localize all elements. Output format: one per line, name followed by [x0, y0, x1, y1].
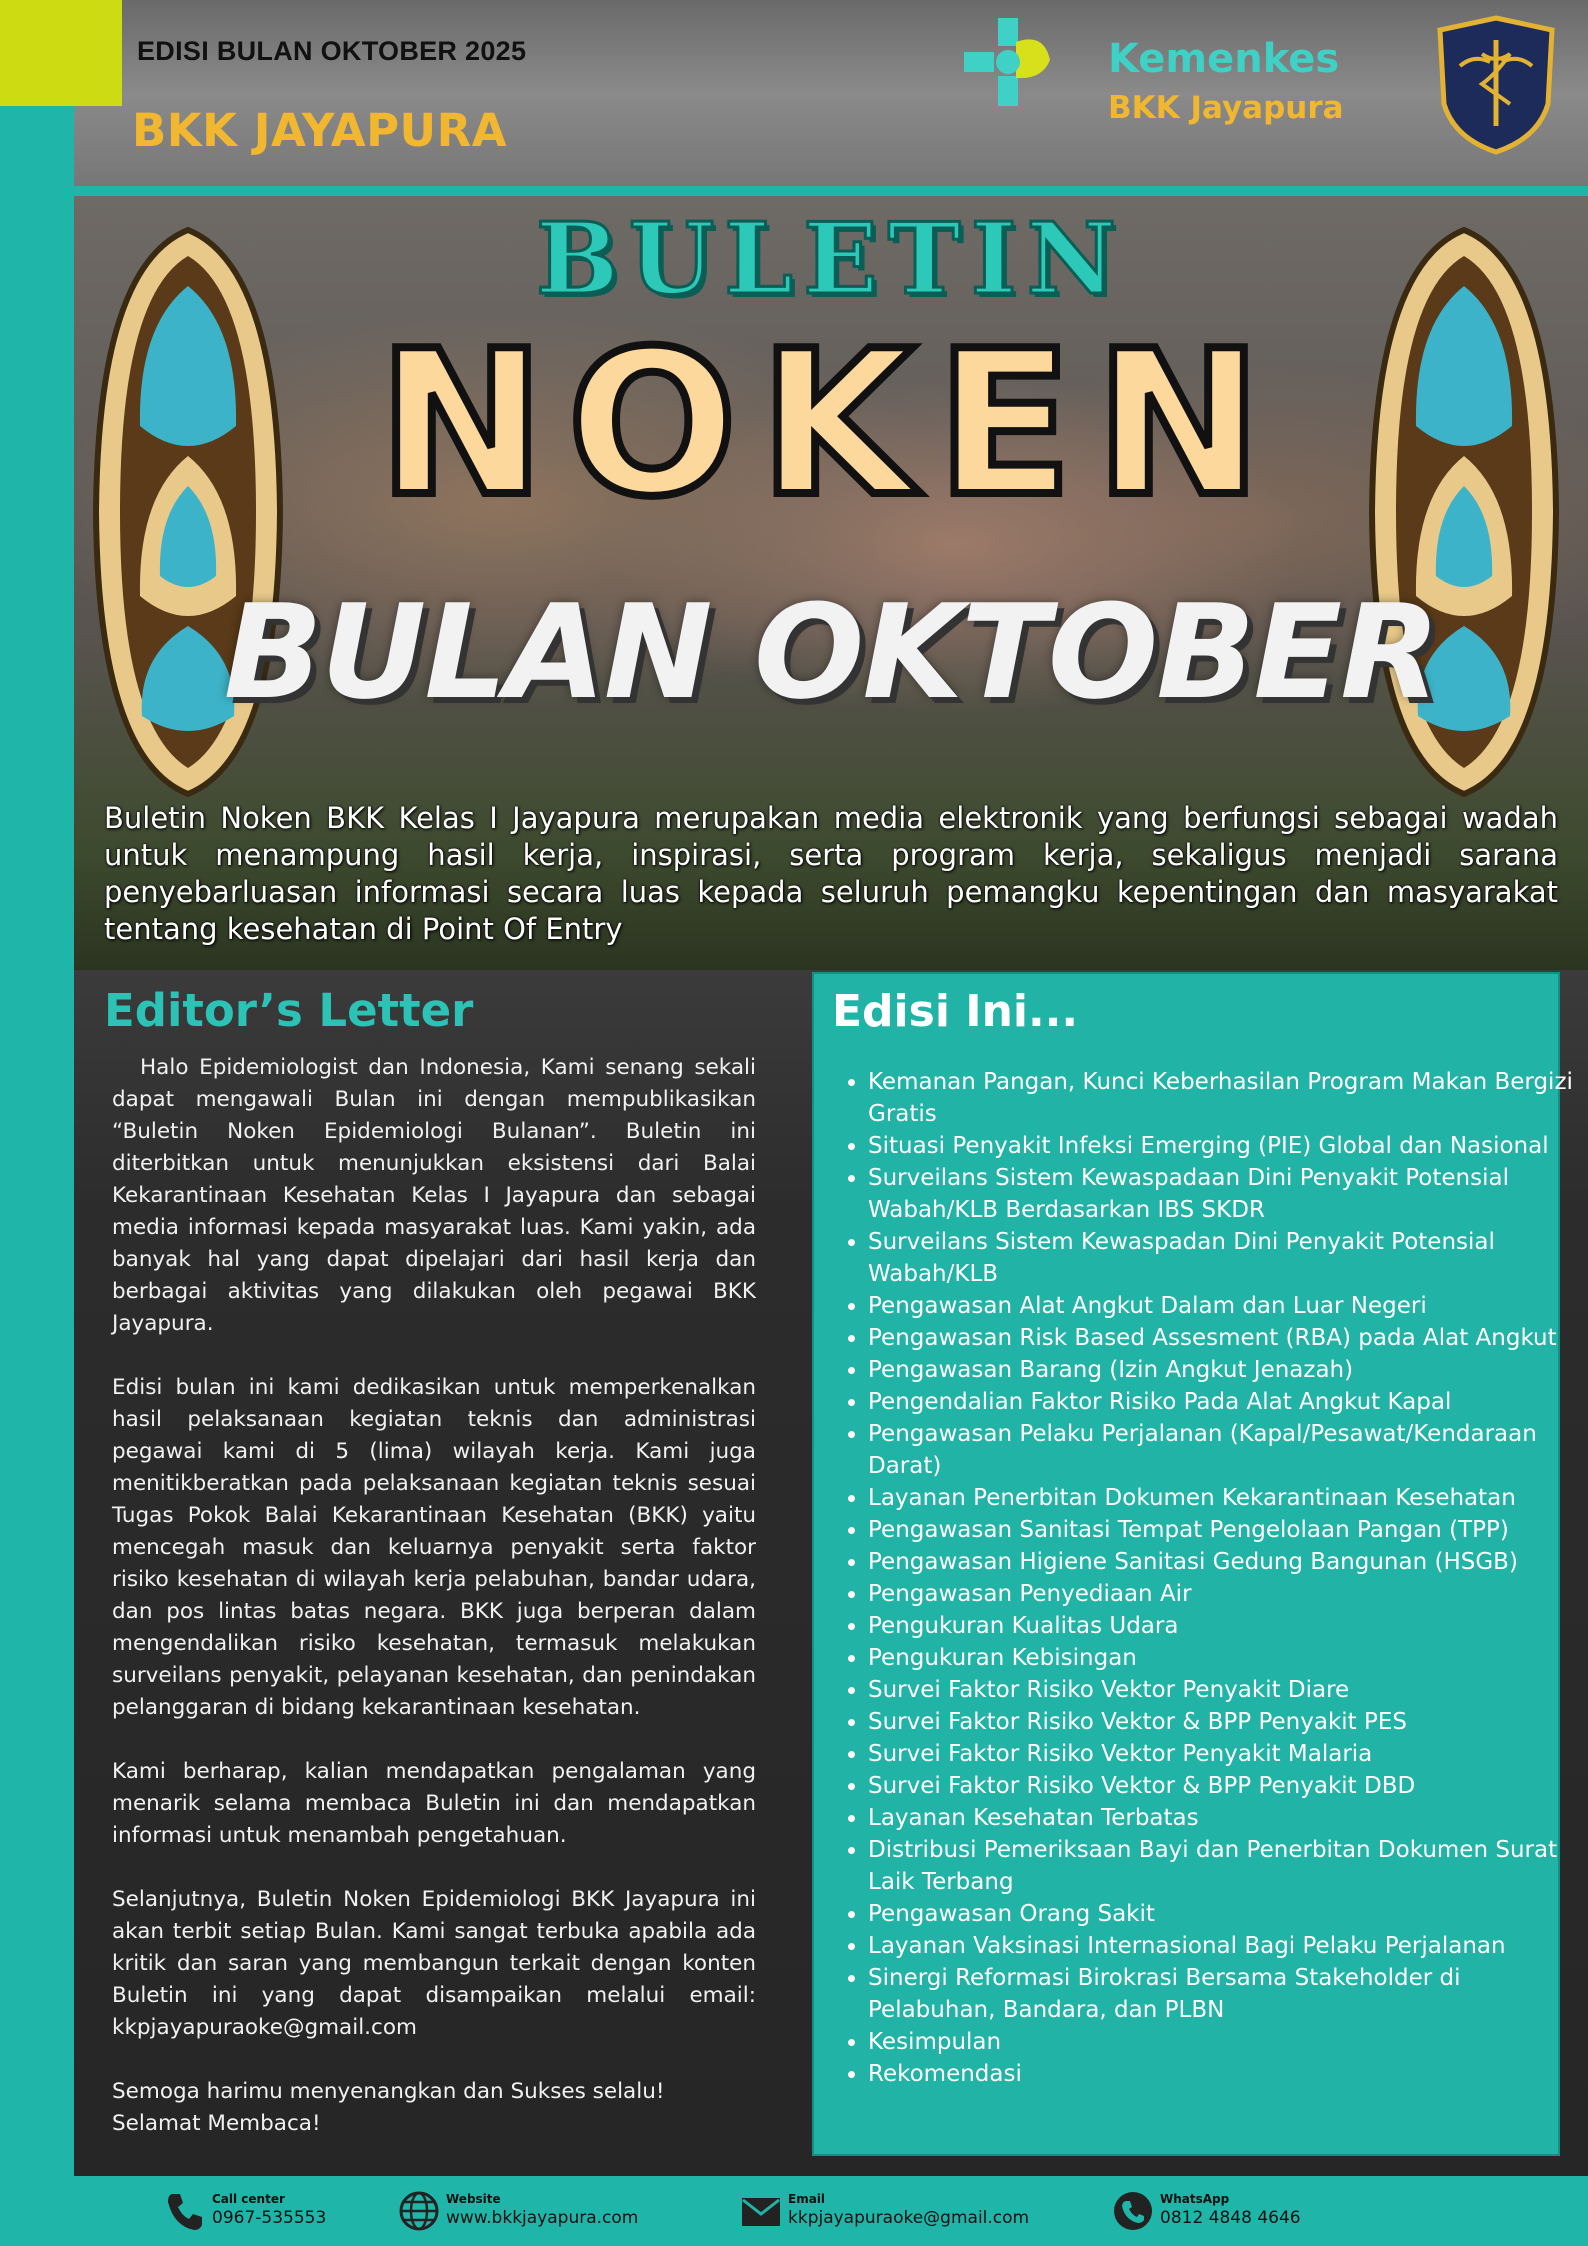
call-center-label: Call center	[212, 2192, 285, 2206]
brand-subtitle: BKK Jayapura	[1108, 90, 1344, 126]
whatsapp-number[interactable]: 0812 4848 4646	[1160, 2208, 1301, 2228]
editor-paragraph: Kami berharap, kalian mendapatkan pengalaman yang menarik selama membaca Buletin ini dan mendapatkan informasi untuk menambah pengetahuan.	[112, 1759, 756, 1848]
editor-closing	[112, 2076, 756, 2140]
contents-list-item: • Pengawasan Alat Angkut Dalam dan Luar Negeri	[868, 1290, 1574, 1322]
whatsapp-label: WhatsApp	[1160, 2192, 1230, 2206]
header-band	[74, 0, 1588, 186]
contents-list-item: • Pengukuran Kualitas Udara	[868, 1610, 1574, 1642]
globe-icon	[398, 2190, 440, 2232]
contents-list-item: • Kesimpulan	[868, 2026, 1574, 2058]
contents-list-item: • Pengawasan Penyediaan Air	[868, 1578, 1574, 1610]
month-title: BULAN OKTOBER	[223, 576, 1439, 728]
kemenkes-logo-icon	[958, 12, 1058, 112]
closing-line: Semoga harimu menyenangkan dan Sukses selalu!	[112, 2079, 665, 2104]
contents-heading: Edisi Ini...	[832, 986, 1079, 1037]
contents-list	[832, 1066, 1574, 2090]
corner-accent	[0, 0, 122, 106]
contents-list-item: • Pengendalian Faktor Risiko Pada Alat Angkut Kapal	[868, 1386, 1574, 1418]
contact-footer	[0, 2176, 1588, 2246]
editor-letter-body	[112, 1052, 756, 2140]
contents-list-item: • Survei Faktor Risiko Vektor & BPP Penyakit PES	[868, 1706, 1574, 1738]
contents-list-item: • Layanan Kesehatan Terbatas	[868, 1802, 1574, 1834]
editor-paragraph: Selanjutnya, Buletin Noken Epidemiologi BKK Jayapura ini akan terbit setiap Bulan. Kami sangat terbuka apabila ada kritik dan saran yang membangun terkait dengan konten Buletin ini yang dapat disampaikan melalui email: kkpjayapuraoke@gmail.com	[112, 1887, 756, 2040]
whatsapp-icon	[1112, 2190, 1154, 2232]
phone-icon	[164, 2190, 206, 2232]
contents-list-item: • Situasi Penyakit Infeksi Emerging (PIE) Global dan Nasional	[868, 1130, 1574, 1162]
website-url[interactable]: www.bkkjayapura.com	[446, 2208, 639, 2228]
contents-list-item: • Layanan Vaksinasi Internasional Bagi Pelaku Perjalanan	[868, 1930, 1574, 1962]
noken-title: NOKEN	[377, 308, 1285, 541]
email-address[interactable]: kkpjayapuraoke@gmail.com	[788, 2208, 1030, 2228]
contents-list-item: • Pengawasan Sanitasi Tempat Pengelolaan Pangan (TPP)	[868, 1514, 1574, 1546]
editor-paragraph: Edisi bulan ini kami dedikasikan untuk memperkenalkan hasil pelaksanaan kegiatan teknis dan administrasi pegawai kami di 5 (lima) wilayah kerja. Kami juga menitikberatkan pada pelaksanaan kegiatan teknis sesuai Tugas Pokok Balai Kekarantinaan Kesehatan (BKK) yaitu mencegah masuk dan keluarnya penyakit serta faktor risiko kesehatan di wilayah kerja pelabuhan, bandar udara, dan pos lintas batas negara. BKK juga berperan dalam mengendalikan risiko kesehatan, termasuk melakukan surveilans penyakit, pelayanan kesehatan, dan penindakan pelanggaran di bidang kekarantinaan kesehatan.	[112, 1375, 756, 1720]
teal-divider	[74, 186, 1588, 196]
closing-line: Selamat Membaca!	[112, 2111, 321, 2136]
website-label: Website	[446, 2192, 501, 2206]
contents-list-item: • Rekomendasi	[868, 2058, 1574, 2090]
main-content	[74, 970, 1588, 2176]
contents-list-item: • Survei Faktor Risiko Vektor Penyakit Diare	[868, 1674, 1574, 1706]
email-label: Email	[788, 2192, 826, 2206]
bulletin-description: Buletin Noken BKK Kelas I Jayapura merupakan media elektronik yang berfungsi sebagai wadah untuk menampung hasil kerja, inspirasi, serta program kerja, sekaligus menjadi sarana penyebarluasan informasi secara luas kepada seluruh pemangku kepentingan dan masyarakat tentang kesehatan di Point Of Entry	[104, 801, 1558, 946]
contents-panel	[812, 972, 1573, 2156]
buletin-title: BULETIN	[535, 202, 1127, 317]
contents-list-item: • Pengawasan Pelaku Perjalanan (Kapal/Pesawat/Kendaraan Darat)	[868, 1418, 1574, 1482]
edition-label: EDISI BULAN OKTOBER 2025	[137, 36, 527, 66]
contents-list-item: • Surveilans Sistem Kewaspadan Dini Penyakit Potensial Wabah/KLB	[868, 1226, 1574, 1290]
contents-list-item: • Survei Faktor Risiko Vektor & BPP Penyakit DBD	[868, 1770, 1574, 1802]
editor-letter-heading: Editor’s Letter	[104, 984, 474, 1037]
brand-name: Kemenkes	[1108, 36, 1340, 82]
contents-list-item: • Pengawasan Barang (Izin Angkut Jenazah)	[868, 1354, 1574, 1386]
office-title: BKK JAYAPURA	[132, 104, 508, 157]
contents-list-item: • Pengukuran Kebisingan	[868, 1642, 1574, 1674]
hero-banner	[74, 196, 1588, 970]
contents-list-item: • Pengawasan Orang Sakit	[868, 1898, 1574, 1930]
contents-list-item: • Layanan Penerbitan Dokumen Kekarantinaan Kesehatan	[868, 1482, 1574, 1514]
contents-list-item: • Sinergi Reformasi Birokrasi Bersama Stakeholder di Pelabuhan, Bandara, dan PLBN	[868, 1962, 1574, 2026]
karantina-emblem-icon	[1434, 14, 1558, 156]
editor-paragraph: Halo Epidemiologist dan Indonesia, Kami senang sekali dapat mengawali Bulan ini dengan mempublikasikan “Buletin Noken Epidemiologi Bulanan”. Buletin ini diterbitkan untuk menunjukkan eksistensi dari Balai Kekarantinaan Kesehatan Kelas I Jayapura dan sebagai media informasi kepada masyarakat luas. Kami yakin, ada banyak hal yang dapat dipelajari dari hasil kerja dan berbagai aktivitas yang dilakukan oleh pegawai BKK Jayapura.	[112, 1055, 756, 1336]
call-center-number: 0967-535553	[212, 2208, 327, 2228]
contents-list-item: • Pengawasan Higiene Sanitasi Gedung Bangunan (HSGB)	[868, 1546, 1574, 1578]
envelope-icon	[740, 2190, 782, 2232]
contents-list-item: • Kemanan Pangan, Kunci Keberhasilan Program Makan Bergizi Gratis	[868, 1066, 1574, 1130]
contents-list-item: • Survei Faktor Risiko Vektor Penyakit Malaria	[868, 1738, 1574, 1770]
contents-list-item: • Distribusi Pemeriksaan Bayi dan Penerbitan Dokumen Surat Laik Terbang	[868, 1834, 1574, 1898]
contents-list-item: • Surveilans Sistem Kewaspadaan Dini Penyakit Potensial Wabah/KLB Berdasarkan IBS SKDR	[868, 1162, 1574, 1226]
contents-list-item: • Pengawasan Risk Based Assesment (RBA) pada Alat Angkut	[868, 1322, 1574, 1354]
